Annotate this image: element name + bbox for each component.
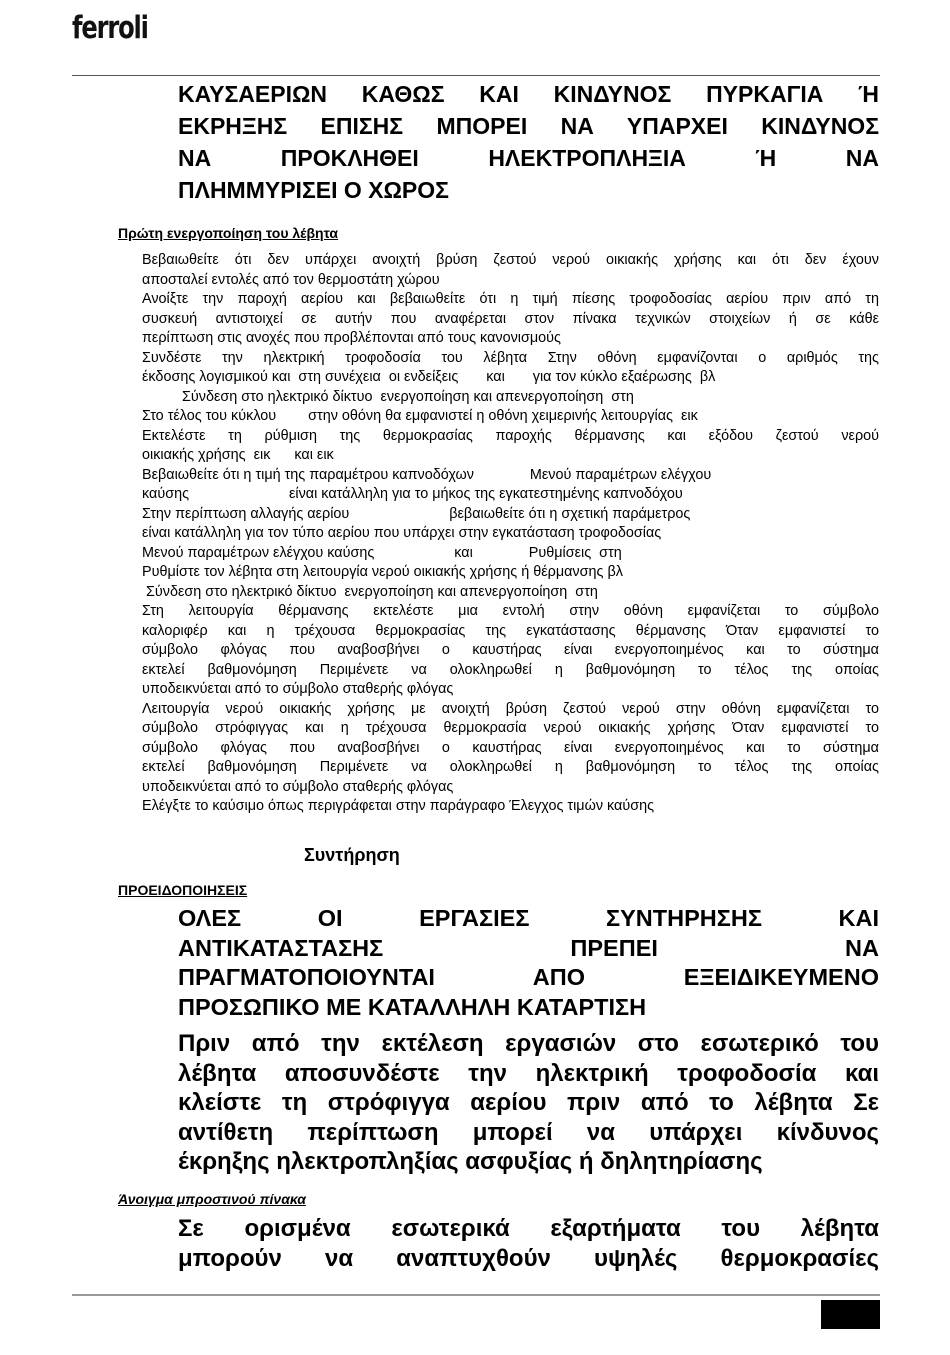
warning-line: αντίθετη περίπτωση μπορεί να υπάρχει κίνδυνος — [178, 1118, 879, 1146]
warning-line: ΚΑΥΣΑΕΡΙΩΝ ΚΑΘΩΣ ΚΑΙ ΚΙΝΔΥΝΟΣ ΠΥΡΚΑΓΙΑ Ή — [178, 81, 879, 107]
warning-line: Πριν από την εκτέλεση εργασιών στο εσωτερικό του — [178, 1030, 879, 1057]
text-line: Στο τέλος του κύκλου στην οθόνη θα εμφανιστεί η οθόνη χειμερινής λειτουργίας εικ — [142, 408, 698, 424]
warning-line: ΠΡΟΣΩΠΙΚΟ ΜΕ ΚΑΤΑΛΛΗΛΗ ΚΑΤΑΡΤΙΣΗ — [178, 993, 647, 1020]
text-line: Βεβαιωθείτε ότι δεν υπάρχει ανοιχτή βρύση ζεστού νερού οικιακής χρήσης και ότι δεν έχουν — [142, 252, 879, 268]
text-line: Στη λειτουργία θέρμανσης εκτελέστε μια εντολή στην οθόνη εμφανίζεται το σύμβολο — [142, 603, 879, 619]
footer-divider — [72, 1294, 880, 1296]
text-line: υποδεικνύεται από το σύμβολο σταθερής φλόγας — [142, 778, 454, 795]
first-activation-text — [142, 251, 879, 817]
warning-line: ΑΝΤΙΚΑΤΑΣΤΑΣΗΣ ΠΡΕΠΕΙ ΝΑ — [178, 934, 879, 961]
warning-line: μπορούν να αναπτυχθούν υψηλές θερμοκρασίες — [178, 1244, 879, 1272]
text-line: Σύνδεση στο ηλεκτρικό δίκτυο ενεργοποίηση και απενεργοποίηση στη — [142, 388, 634, 405]
warning-line: ΝΑ ΠΡΟΚΛΗΘΕΙ ΗΛΕΚΤΡΟΠΛΗΞΙΑ Ή ΝΑ — [178, 145, 879, 171]
warning-line: Σε ορισμένα εσωτερικά εξαρτήματα του λέβητα — [178, 1215, 879, 1242]
warning-line: έκρηξης ηλεκτροπληξίας ασφυξίας ή δηλητηρίασης — [178, 1148, 763, 1175]
page-number-box — [821, 1300, 880, 1329]
text-line: εκτελεί βαθμονόμηση Περιμένετε να ολοκληρωθεί η βαθμονόμηση το τέλος της οποίας — [142, 759, 879, 775]
text-line: Ανοίξτε την παροχή αερίου και βεβαιωθείτε ότι η τιμή πίεσης τροφοδοσίας αερίου πριν από τη — [142, 291, 879, 307]
warning-line: ΟΛΕΣ ΟΙ ΕΡΓΑΣΙΕΣ ΣΥΝΤΗΡΗΣΗΣ ΚΑΙ — [178, 905, 879, 931]
text-line: σύμβολο φλόγας που αναβοσβήνει ο καυστήρας είναι ενεργοποιημένος και το σύστημα — [142, 739, 879, 756]
text-line: συσκευή αντιστοιχεί σε αυτήν που αναφέρεται στον πίνακα τεχνικών στοιχείων ή σε κάθε — [142, 310, 879, 327]
brand-logo: ferroli — [72, 10, 148, 46]
warning-disconnect-power — [178, 1029, 879, 1177]
warning-line: κλείστε τη στρόφιγγα αερίου πριν από το λέβητα Σε — [178, 1089, 879, 1116]
text-line: Εκτελέστε τη ρύθμιση της θερμοκρασίας παροχής θέρμανσης και εξόδου ζεστού νερού — [142, 427, 879, 444]
text-line: Σύνδεση στο ηλεκτρικό δίκτυο ενεργοποίηση και απενεργοποίηση στη — [142, 583, 598, 600]
text-line: καύσης είναι κατάλληλη για το μήκος της εγκατεστημένης καπνοδόχου — [142, 486, 683, 502]
section-heading-front-panel: Άνοιγμα μπροστινού πίνακα — [118, 1191, 306, 1207]
text-line: είναι κατάλληλη για τον τύπο αερίου που υπάρχει στην εγκατάσταση τροφοδοσίας — [142, 525, 662, 541]
text-line: οικιακής χρήσης εικ και εικ — [142, 447, 334, 463]
text-line: υποδεικνύεται από το σύμβολο σταθερής φλόγας — [142, 681, 454, 697]
text-line: Συνδέστε την ηλεκτρική τροφοδοσία του λέβητα Στην οθόνη εμφανίζονται ο αριθμός της — [142, 349, 879, 366]
text-line: Ρυθμίστε τον λέβητα στη λειτουργία νερού οικιακής χρήσης ή θέρμανσης βλ — [142, 564, 623, 580]
text-line: έκδοσης λογισμικού και στη συνέχεια οι ενδείξεις και για τον κύκλο εξαέρωσης βλ — [142, 369, 716, 385]
text-line: καλοριφέρ και η τρέχουσα θερμοκρασίας της εγκατάστασης θέρμανσης Όταν εμφανιστεί το — [142, 622, 879, 639]
warning-line: λέβητα αποσυνδέστε την ηλεκτρική τροφοδοσία και — [178, 1059, 879, 1087]
section-heading-warnings: ΠΡΟΕΙΔΟΠΟΙΗΣΕΙΣ — [118, 882, 248, 898]
warning-line: ΠΡΑΓΜΑΤΟΠΟΙΟΥΝΤΑΙ ΑΠΟ ΕΞΕΙΔΙΚΕΥΜΕΝΟ — [178, 964, 879, 990]
text-line: Βεβαιωθείτε ότι η τιμή της παραμέτρου καπνοδόχων Μενού παραμέτρων ελέγχου — [142, 466, 712, 483]
warning-line: ΠΛΗΜΜΥΡΙΣΕΙ Ο ΧΩΡΟΣ — [178, 177, 449, 203]
header-divider — [72, 75, 880, 76]
text-line: Λειτουργία νερού οικιακής χρήσης με ανοιχτή βρύση ζεστού νερού στην οθόνη εμφανίζεται το — [142, 700, 879, 717]
chapter-title-maintenance: Συντήρηση — [304, 845, 400, 865]
section-heading-first-activation: Πρώτη ενεργοποίηση του λέβητα — [118, 225, 339, 241]
warning-fire-explosion — [178, 78, 879, 206]
text-line: σύμβολο φλόγας που αναβοσβήνει ο καυστήρας είναι ενεργοποιημένος και το σύστημα — [142, 642, 879, 658]
text-line: εκτελεί βαθμονόμηση Περιμένετε να ολοκληρωθεί η βαθμονόμηση το τέλος της οποίας — [142, 661, 879, 678]
warning-high-temperature — [178, 1214, 879, 1273]
text-line: Στην περίπτωση αλλαγής αερίου βεβαιωθείτε ότι η σχετική παράμετρος — [142, 505, 691, 522]
text-line: Μενού παραμέτρων ελέγχου καύσης και Ρυθμίσεις στη — [142, 544, 622, 561]
text-line: περίπτωση στις ανοχές που προβλέπονται από τους κανονισμούς — [142, 330, 561, 346]
warning-qualified-personnel — [178, 904, 879, 1022]
warning-line: ΕΚΡΗΞΗΣ ΕΠΙΣΗΣ ΜΠΟΡΕΙ ΝΑ ΥΠΑΡΧΕΙ ΚΙΝΔΥΝΟΣ — [178, 113, 879, 139]
text-line: Ελέγξτε το καύσιμο όπως περιγράφεται στην παράγραφο Έλεγχος τιμών καύσης — [142, 798, 655, 814]
text-line: αποσταλεί εντολές από τον θερμοστάτη χώρου — [142, 271, 440, 288]
text-line: σύμβολο στρόφιγγας και η τρέχουσα θερμοκρασία νερού οικιακής χρήσης Όταν εμφανιστεί το — [142, 720, 879, 736]
